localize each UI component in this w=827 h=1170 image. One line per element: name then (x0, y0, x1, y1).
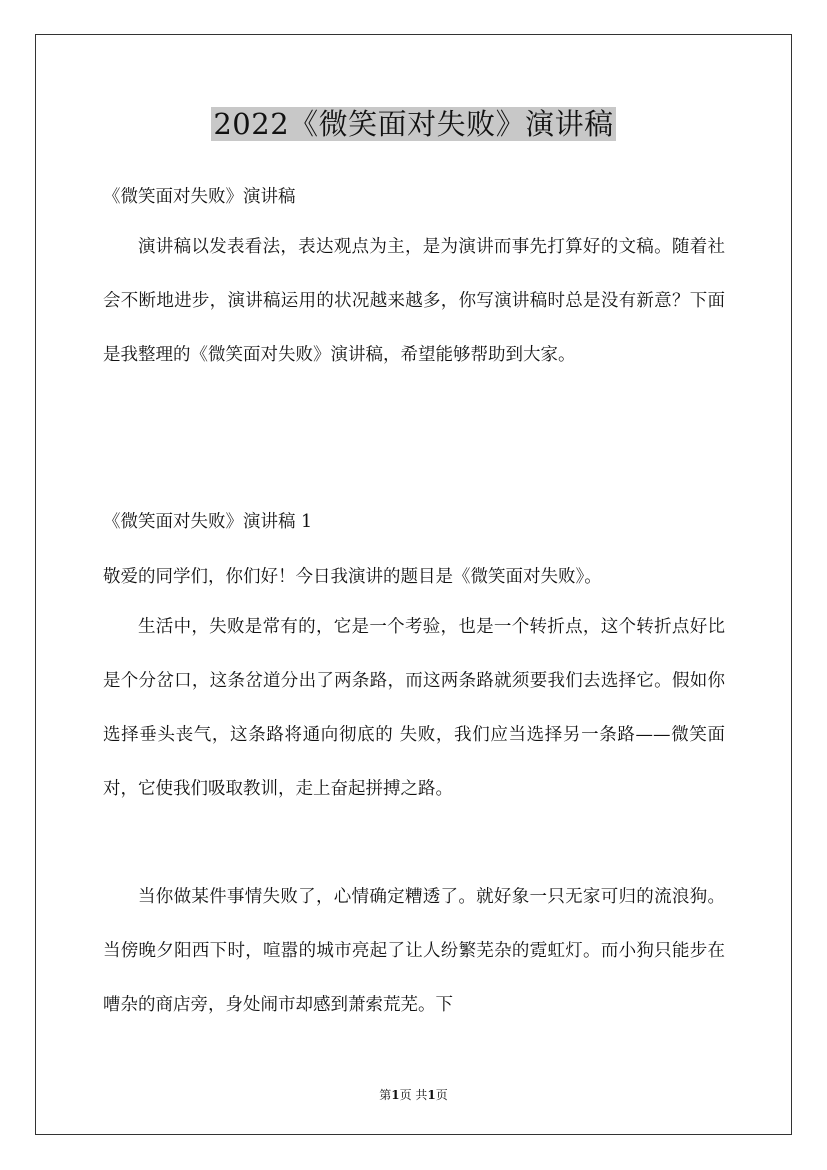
body-paragraph-2: 当你做某件事情失败了，心情确定糟透了。就好象一只无家可归的流浪狗。当傍晚夕阳西下时，喧嚣的城市亮起了让人纷繁芜杂的霓虹灯。而小狗只能步在嘈杂的商店旁，身处闹市却感到萧索荒芜。下 (103, 887, 725, 1015)
document-title (0, 104, 827, 144)
document-title-text: 2022《微笑面对失败》演讲稿 (213, 107, 614, 141)
footer-page-current: 1 (391, 1088, 400, 1102)
footer-suffix: 页 (435, 1088, 448, 1102)
footer-mid: 页 共 (399, 1088, 428, 1102)
section-heading: 《微笑面对失败》演讲稿 1 (103, 512, 313, 532)
greeting-line: 敬爱的同学们，你们好！今日我演讲的题目是《微笑面对失败》。 (103, 567, 602, 587)
footer-page-total: 1 (427, 1088, 436, 1102)
intro-paragraph: 演讲稿以发表看法，表达观点为主，是为演讲而事先打算好的文稿。随着社会不断地进步，演讲稿运用的状况越来越多，你写演讲稿时总是没有新意？下面是我整理的《微笑面对失败》演讲稿，希望能够帮助到大家。 (103, 237, 725, 365)
page-footer (0, 1086, 827, 1103)
subtitle: 《微笑面对失败》演讲稿 (103, 187, 296, 207)
body-paragraph-1: 生活中，失败是常有的，它是一个考验，也是一个转折点，这个转折点好比是个分岔口，这条岔道分出了两条路，而这两条路就须要我们去选择它。假如你选择垂头丧气，这条路将通向彻底的 失败，我们应当选择另一条路——微笑面对，它使我们吸取教训，走上奋起拼搏之路。 (103, 617, 725, 799)
footer-prefix: 第 (379, 1088, 392, 1102)
